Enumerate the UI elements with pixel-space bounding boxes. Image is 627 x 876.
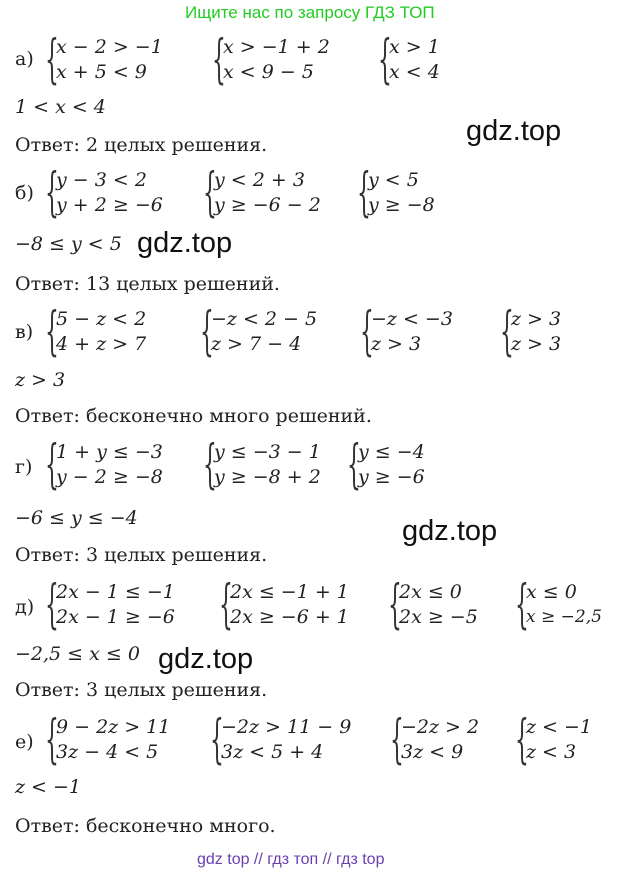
inequality: z < −1	[526, 716, 593, 738]
brace-icon: {	[45, 302, 59, 362]
inequality: y ≥ −8	[368, 194, 435, 216]
result-g: −6 ≤ y ≤ −4	[15, 507, 138, 529]
inequality: 3z < 9	[401, 741, 464, 763]
inequality: 2x ≤ 0	[399, 581, 462, 603]
inequality: 5 − z < 2	[56, 308, 147, 330]
inequality: x − 2 > −1	[56, 36, 163, 58]
footer-links: gdz top // гдз топ // гдз top	[197, 851, 385, 868]
brace-icon: {	[200, 302, 214, 362]
inequality: y − 2 ≥ −8	[56, 466, 163, 488]
result-a: 1 < x < 4	[15, 96, 106, 118]
item-label-d: д)	[15, 596, 35, 618]
inequality: 2x ≥ −5	[399, 606, 478, 628]
inequality: y + 2 ≥ −6	[56, 194, 163, 216]
inequality: 1 + y ≤ −3	[56, 441, 163, 463]
inequality: z > 3	[511, 333, 562, 355]
brace-icon: {	[45, 710, 59, 770]
inequality: y ≥ −6 − 2	[214, 194, 321, 216]
brace-icon: {	[390, 710, 404, 770]
result-b: −8 ≤ y < 5	[15, 233, 122, 255]
brace-icon: {	[388, 575, 402, 635]
brace-icon: {	[45, 163, 59, 223]
brace-icon: {	[347, 435, 361, 495]
top-banner: Ищите нас по запросу ГДЗ ТОП	[185, 3, 435, 22]
inequality: 3z < 5 + 4	[221, 741, 324, 763]
brace-icon: {	[219, 575, 233, 635]
brace-icon: {	[357, 163, 371, 223]
inequality: −z < −3	[371, 308, 453, 330]
inequality: z > 3	[371, 333, 422, 355]
answer-v: Ответ: бесконечно много решений.	[15, 405, 372, 427]
answer-e: Ответ: бесконечно много.	[15, 815, 276, 837]
answer-a: Ответ: 2 целых решения.	[15, 134, 268, 156]
inequality: 2x ≥ −6 + 1	[230, 606, 349, 628]
brace-icon: {	[45, 435, 59, 495]
inequality: 2x − 1 ≥ −6	[56, 606, 175, 628]
inequality: x ≥ −2,5	[526, 607, 602, 627]
brace-icon: {	[378, 30, 392, 90]
inequality: x ≤ 0	[526, 581, 577, 603]
item-label-b: б)	[15, 182, 34, 204]
inequality: 3z − 4 < 5	[56, 741, 159, 763]
inequality: y ≥ −6	[358, 466, 425, 488]
brace-icon: {	[515, 575, 529, 635]
result-v: z > 3	[15, 369, 66, 391]
item-label-a: а)	[15, 48, 34, 70]
answer-b: Ответ: 13 целых решений.	[15, 273, 280, 295]
brace-icon: {	[45, 575, 59, 635]
item-label-v: в)	[15, 321, 34, 343]
inequality: y ≥ −8 + 2	[214, 466, 321, 488]
inequality: x < 9 − 5	[223, 61, 314, 83]
brace-icon: {	[515, 710, 529, 770]
inequality: −2z > 2	[401, 716, 480, 738]
result-e: z < −1	[15, 776, 82, 798]
inequality: 2x − 1 ≤ −1	[56, 581, 175, 603]
result-d: −2,5 ≤ x ≤ 0	[15, 643, 140, 665]
answer-d: Ответ: 3 целых решения.	[15, 679, 268, 701]
watermark: gdz.top	[402, 515, 498, 547]
answer-g: Ответ: 3 целых решения.	[15, 544, 268, 566]
inequality: 9 − 2z > 11	[56, 716, 171, 738]
inequality: y ≤ −4	[358, 441, 425, 463]
brace-icon: {	[360, 302, 374, 362]
inequality: y ≤ −3 − 1	[214, 441, 321, 463]
inequality: x > −1 + 2	[223, 36, 330, 58]
inequality: 2x ≤ −1 + 1	[230, 581, 349, 603]
inequality: y − 3 < 2	[56, 169, 147, 191]
inequality: x > 1	[389, 36, 440, 58]
inequality: −2z > 11 − 9	[221, 716, 352, 738]
brace-icon: {	[203, 163, 217, 223]
inequality: x + 5 < 9	[56, 61, 147, 83]
inequality: z > 3	[511, 308, 562, 330]
watermark: gdz.top	[158, 643, 254, 675]
inequality: y < 5	[368, 169, 419, 191]
inequality: y < 2 + 3	[214, 169, 305, 191]
inequality: 4 + z > 7	[56, 333, 147, 355]
item-label-e: е)	[15, 731, 34, 753]
inequality: x < 4	[389, 61, 440, 83]
watermark: gdz.top	[137, 227, 233, 259]
inequality: −z < 2 − 5	[211, 308, 318, 330]
inequality: z < 3	[526, 741, 577, 763]
brace-icon: {	[203, 435, 217, 495]
watermark: gdz.top	[466, 115, 562, 147]
item-label-g: г)	[15, 456, 33, 478]
brace-icon: {	[210, 710, 224, 770]
brace-icon: {	[500, 302, 514, 362]
brace-icon: {	[212, 30, 226, 90]
brace-icon: {	[45, 30, 59, 90]
inequality: z > 7 − 4	[211, 333, 302, 355]
